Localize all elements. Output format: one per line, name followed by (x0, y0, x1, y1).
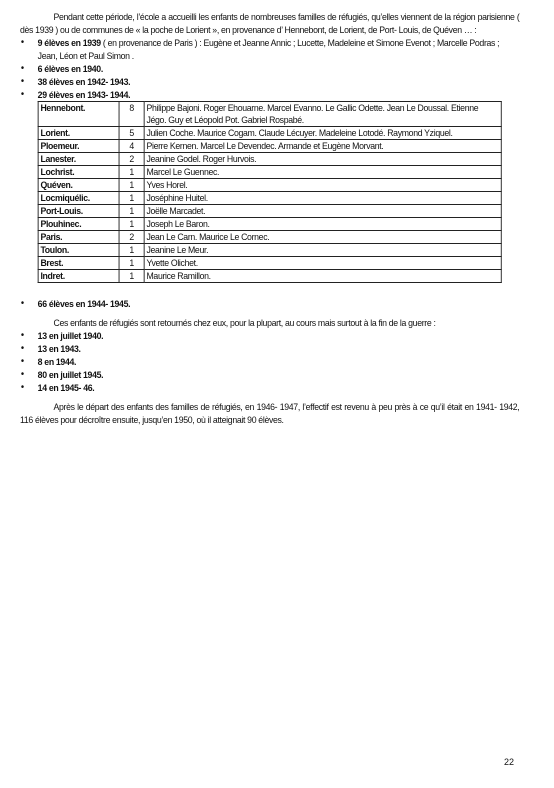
table-row (38, 140, 501, 153)
table-cell-count: 2 (119, 153, 144, 166)
table-cell-count: 4 (119, 140, 144, 153)
table-cell-place: Port-Louis. (38, 205, 119, 218)
spacer (20, 283, 519, 297)
table-cell-count: 1 (119, 270, 144, 283)
table-cell-count: 1 (119, 166, 144, 179)
table-cell-place: Ploemeur. (38, 140, 119, 153)
table-cell-names: Joséphine Huitel. (144, 192, 501, 205)
table-cell-place: Quéven. (38, 179, 119, 192)
list-item-bold: 6 élèves en 1940. (37, 63, 103, 74)
intro-paragraph: Pendant cette période, l’école a accueilli les enfants de nombreuses familles de réfugiés, qu’elles viennent de la région parisienne ( dès 1939 ) ou de communes de « la poche de Lorient », en provenance d’ Hennebont, de Lorient, de Port- Louis, de Quéven … : (20, 11, 520, 35)
table-cell-names: Pierre Kernen. Marcel Le Devendec. Armande et Eugène Morvant. (144, 140, 501, 153)
table-cell-names: Philippe Bajoni. Roger Ehouarne. Marcel Evanno. Le Gallic Odette. Jean Le Doussal. Etienne Jégo. Guy et Léopold Pot. Gabriel Rospabé. (144, 102, 501, 127)
list-1944-1945 (20, 297, 519, 310)
list-item (20, 36, 519, 62)
list-item (20, 355, 519, 368)
table-row (38, 179, 501, 192)
table-row (38, 102, 501, 127)
list-departures (20, 329, 519, 394)
list-item (20, 381, 519, 394)
list-item (20, 75, 519, 88)
list-item (20, 329, 519, 342)
refugees-table (38, 101, 502, 283)
list-item-text: ( en provenance de Paris ) : Eugène et Jeanne Annic ; Lucette, Madeleine et Simone Evenot ; Marcelle Podras ; Jean, Léon et Paul Simon . (37, 37, 500, 61)
list-item-bold: 80 en juillet 1945. (37, 369, 104, 380)
table-row (38, 231, 501, 244)
table-cell-place: Lorient. (38, 127, 119, 140)
table-cell-place: Toulon. (38, 244, 119, 257)
table-cell-place: Brest. (38, 257, 119, 270)
table-cell-count: 8 (119, 102, 144, 127)
list-item-bold: 13 en 1943. (37, 343, 81, 354)
list-item-bold: 29 élèves en 1943- 1944. (37, 89, 131, 100)
table-cell-names: Julien Coche. Maurice Cogam. Claude Lécuyer. Madeleine Lotodé. Raymond Yziquel. (144, 127, 501, 140)
table-cell-place: Locmiquélic. (38, 192, 119, 205)
table-cell-place: Indret. (38, 270, 119, 283)
list-item-bold: 13 en juillet 1940. (37, 330, 104, 341)
table-cell-names: Joseph Le Baron. (144, 218, 501, 231)
table-cell-names: Yves Horel. (144, 179, 501, 192)
document-page (20, 10, 519, 426)
table-row (38, 218, 501, 231)
table-cell-count: 1 (119, 244, 144, 257)
table-row (38, 127, 501, 140)
closing-paragraph: Après le départ des enfants des familles de réfugiés, en 1946- 1947, l’effectif est revenu à peu près à ce qu’il était en 1941- 1942, 116 élèves pour décroître ensuite, jusqu’en 1950, où il atteignait 90 élèves. (20, 401, 520, 425)
list-item (20, 88, 519, 101)
table-row (38, 244, 501, 257)
page-number: 22 (504, 757, 515, 767)
list-1939-1944 (20, 36, 519, 101)
table-cell-count: 2 (119, 231, 144, 244)
table-cell-names: Joëlle Marcadet. (144, 205, 501, 218)
table-row (38, 166, 501, 179)
table-cell-names: Jeanine Godel. Roger Hurvois. (144, 153, 501, 166)
table-cell-count: 1 (119, 218, 144, 231)
table-row (38, 205, 501, 218)
table-cell-names: Maurice Ramillon. (144, 270, 501, 283)
table-cell-count: 5 (119, 127, 144, 140)
list-item-bold: 14 en 1945- 46. (37, 382, 95, 393)
table-row (38, 192, 501, 205)
return-paragraph: Ces enfants de réfugiés sont retournés chez eux, pour la plupart, au cours mais surtout à la fin de la guerre : (53, 317, 436, 328)
list-item (20, 62, 519, 75)
list-item-bold: 8 en 1944. (37, 356, 77, 367)
list-item (20, 342, 519, 355)
list-item-bold: 9 élèves en 1939 (37, 37, 101, 48)
list-item (20, 297, 519, 310)
table-cell-place: Plouhinec. (38, 218, 119, 231)
table-cell-count: 1 (119, 257, 144, 270)
table-row (38, 153, 501, 166)
table-cell-count: 1 (119, 192, 144, 205)
table-row (38, 257, 501, 270)
list-item-bold: 38 élèves en 1942- 1943. (37, 76, 131, 87)
table-cell-names: Jeanine Le Meur. (144, 244, 501, 257)
table-cell-names: Jean Le Carn. Maurice Le Cornec. (144, 231, 501, 244)
table-cell-place: Hennebont. (38, 102, 119, 127)
table-cell-place: Paris. (38, 231, 119, 244)
table-cell-place: Lochrist. (38, 166, 119, 179)
table-cell-count: 1 (119, 205, 144, 218)
table-row (38, 270, 501, 283)
table-cell-place: Lanester. (38, 153, 119, 166)
table-cell-names: Yvette Olichet. (144, 257, 501, 270)
table-cell-names: Marcel Le Guennec. (144, 166, 501, 179)
table-cell-count: 1 (119, 179, 144, 192)
list-item (20, 368, 519, 381)
list-item-bold: 66 élèves en 1944- 1945. (37, 298, 131, 309)
